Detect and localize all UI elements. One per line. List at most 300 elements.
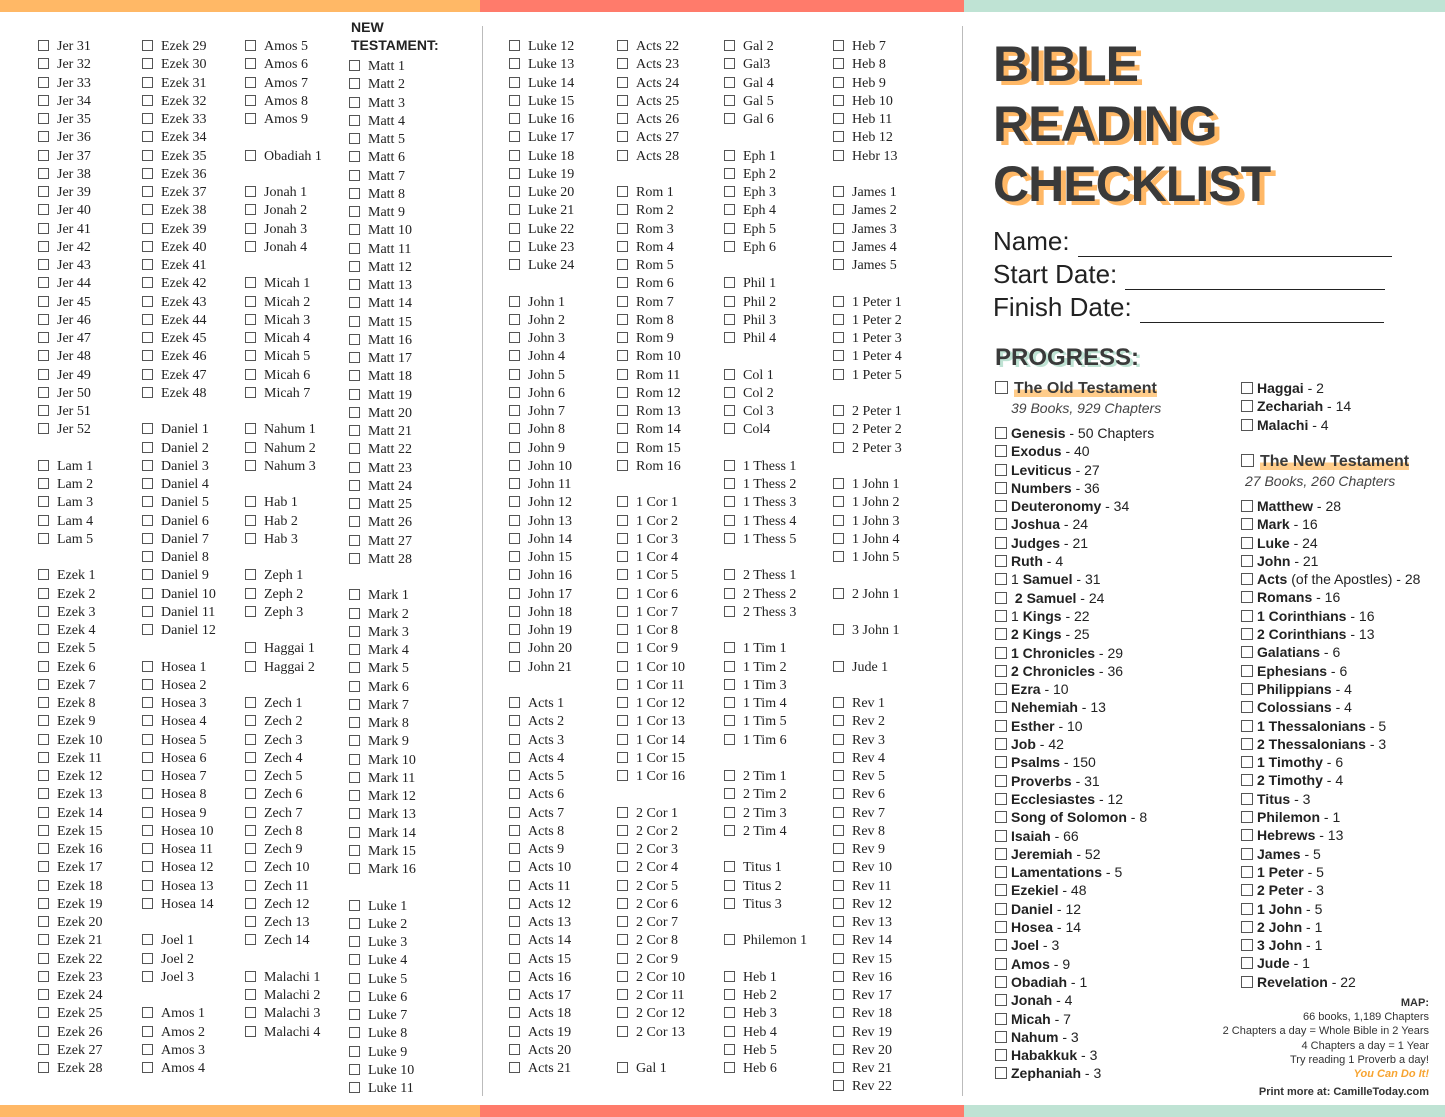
chapter-item[interactable] — [617, 987, 685, 1005]
book-item[interactable] — [995, 1064, 1154, 1082]
checkbox[interactable] — [833, 1007, 844, 1018]
checkbox[interactable] — [1241, 811, 1253, 823]
checkbox[interactable] — [38, 241, 49, 252]
chapter-item[interactable] — [509, 403, 574, 421]
chapter-item[interactable] — [349, 642, 416, 660]
checkbox[interactable] — [245, 807, 256, 818]
checkbox[interactable] — [617, 752, 628, 763]
chapter-item[interactable] — [509, 951, 574, 969]
checkbox[interactable] — [349, 681, 360, 692]
chapter-item[interactable] — [245, 713, 322, 731]
chapter-item[interactable] — [349, 478, 416, 496]
chapter-item[interactable] — [833, 403, 902, 421]
chapter-item[interactable] — [245, 1024, 322, 1042]
chapter-item[interactable] — [724, 640, 807, 658]
book-item[interactable] — [1241, 416, 1351, 434]
chapter-item[interactable] — [509, 148, 574, 166]
checkbox[interactable] — [995, 884, 1007, 896]
chapter-item[interactable] — [724, 239, 807, 257]
checkbox[interactable] — [617, 223, 628, 234]
chapter-item[interactable] — [833, 750, 902, 768]
book-item[interactable] — [995, 570, 1154, 588]
checkbox[interactable] — [142, 551, 153, 562]
checkbox[interactable] — [1241, 665, 1253, 677]
checkbox[interactable] — [995, 811, 1007, 823]
chapter-item[interactable] — [509, 385, 574, 403]
checkbox[interactable] — [1241, 610, 1253, 622]
book-item[interactable] — [1241, 662, 1420, 680]
checkbox[interactable] — [38, 496, 49, 507]
chapter-item[interactable] — [349, 423, 416, 441]
checkbox[interactable] — [38, 752, 49, 763]
chapter-item[interactable] — [509, 659, 574, 677]
chapter-item[interactable] — [509, 604, 574, 622]
chapter-item[interactable] — [349, 1044, 416, 1062]
chapter-item[interactable] — [349, 1025, 416, 1043]
checkbox[interactable] — [349, 735, 360, 746]
chapter-item[interactable] — [38, 732, 102, 750]
checkbox[interactable] — [617, 989, 628, 1000]
checkbox[interactable] — [349, 772, 360, 783]
checkbox[interactable] — [142, 204, 153, 215]
chapter-item[interactable] — [509, 257, 574, 275]
checkbox[interactable] — [617, 880, 628, 891]
checkbox[interactable] — [245, 752, 256, 763]
checkbox[interactable] — [995, 1067, 1007, 1079]
book-item[interactable] — [1241, 607, 1420, 625]
checkbox[interactable] — [245, 387, 256, 398]
checkbox[interactable] — [833, 898, 844, 909]
checkbox[interactable] — [833, 989, 844, 1000]
chapter-item[interactable] — [38, 805, 102, 823]
checkbox[interactable] — [617, 496, 628, 507]
chapter-item[interactable] — [509, 914, 574, 932]
checkbox[interactable] — [724, 40, 735, 51]
checkbox[interactable] — [245, 916, 256, 927]
checkbox[interactable] — [38, 989, 49, 1000]
chapter-item[interactable] — [509, 622, 574, 640]
checkbox[interactable] — [833, 58, 844, 69]
chapter-item[interactable] — [724, 896, 807, 914]
chapter-item[interactable] — [245, 896, 322, 914]
chapter-item[interactable] — [509, 805, 574, 823]
checkbox[interactable] — [724, 588, 735, 599]
checkbox[interactable] — [617, 916, 628, 927]
checkbox[interactable] — [724, 241, 735, 252]
book-item[interactable] — [995, 1010, 1154, 1028]
checkbox[interactable] — [509, 58, 520, 69]
checkbox[interactable] — [38, 259, 49, 270]
checkbox[interactable] — [509, 332, 520, 343]
checkbox[interactable] — [349, 334, 360, 345]
chapter-item[interactable] — [509, 586, 574, 604]
checkbox[interactable] — [245, 533, 256, 544]
chapter-item[interactable] — [245, 148, 322, 166]
checkbox[interactable] — [142, 241, 153, 252]
chapter-item[interactable] — [38, 202, 102, 220]
chapter-item[interactable] — [617, 622, 685, 640]
checkbox[interactable] — [349, 535, 360, 546]
checkbox[interactable] — [509, 551, 520, 562]
checkbox[interactable] — [509, 241, 520, 252]
chapter-item[interactable] — [142, 275, 216, 293]
chapter-item[interactable] — [724, 513, 807, 531]
checkbox[interactable] — [724, 460, 735, 471]
chapter-item[interactable] — [509, 440, 574, 458]
chapter-item[interactable] — [617, 367, 685, 385]
book-item[interactable] — [1241, 588, 1420, 606]
chapter-item[interactable] — [349, 788, 416, 806]
book-item[interactable] — [995, 534, 1154, 552]
checkbox[interactable] — [349, 589, 360, 600]
chapter-item[interactable] — [142, 768, 216, 786]
checkbox[interactable] — [617, 58, 628, 69]
chapter-item[interactable] — [724, 768, 807, 786]
chapter-item[interactable] — [617, 385, 685, 403]
chapter-item[interactable] — [509, 932, 574, 950]
checkbox[interactable] — [349, 480, 360, 491]
checkbox[interactable] — [617, 259, 628, 270]
checkbox[interactable] — [38, 515, 49, 526]
checkbox[interactable] — [724, 807, 735, 818]
chapter-item[interactable] — [617, 458, 685, 476]
checkbox[interactable] — [833, 788, 844, 799]
chapter-item[interactable] — [38, 111, 102, 129]
chapter-item[interactable] — [509, 823, 574, 841]
checkbox[interactable] — [509, 715, 520, 726]
checkbox[interactable] — [995, 683, 1007, 695]
checkbox[interactable] — [995, 500, 1007, 512]
checkbox[interactable] — [349, 297, 360, 308]
book-item[interactable] — [995, 827, 1154, 845]
checkbox[interactable] — [1241, 957, 1253, 969]
chapter-item[interactable] — [724, 148, 807, 166]
chapter-item[interactable] — [38, 148, 102, 166]
book-item[interactable] — [995, 991, 1154, 1009]
chapter-item[interactable] — [349, 441, 416, 459]
chapter-item[interactable] — [617, 969, 685, 987]
chapter-item[interactable] — [349, 332, 416, 350]
chapter-item[interactable] — [349, 95, 416, 113]
checkbox[interactable] — [142, 259, 153, 270]
checkbox[interactable] — [724, 569, 735, 580]
checkbox[interactable] — [349, 845, 360, 856]
checkbox[interactable] — [38, 369, 49, 380]
checkbox[interactable] — [38, 113, 49, 124]
checkbox[interactable] — [617, 350, 628, 361]
checkbox[interactable] — [724, 405, 735, 416]
checkbox[interactable] — [833, 1062, 844, 1073]
checkbox[interactable] — [349, 1027, 360, 1038]
book-item[interactable] — [995, 753, 1154, 771]
chapter-item[interactable] — [349, 1007, 416, 1025]
checkbox[interactable] — [349, 936, 360, 947]
checkbox[interactable] — [724, 661, 735, 672]
chapter-item[interactable] — [833, 111, 902, 129]
checkbox[interactable] — [995, 592, 1007, 604]
name-field[interactable] — [993, 226, 1392, 257]
chapter-item[interactable] — [349, 168, 416, 186]
checkbox[interactable] — [1241, 738, 1253, 750]
checkbox[interactable] — [617, 332, 628, 343]
checkbox[interactable] — [38, 1062, 49, 1073]
checkbox[interactable] — [245, 442, 256, 453]
checkbox[interactable] — [617, 442, 628, 453]
checkbox[interactable] — [245, 150, 256, 161]
chapter-item[interactable] — [38, 239, 102, 257]
book-item[interactable] — [1241, 900, 1420, 918]
checkbox[interactable] — [509, 606, 520, 617]
checkbox[interactable] — [833, 350, 844, 361]
checkbox[interactable] — [833, 934, 844, 945]
chapter-item[interactable] — [38, 476, 102, 494]
book-item[interactable] — [995, 607, 1154, 625]
chapter-item[interactable] — [833, 56, 902, 74]
chapter-item[interactable] — [349, 916, 416, 934]
checkbox[interactable] — [724, 989, 735, 1000]
checkbox[interactable] — [724, 478, 735, 489]
checkbox[interactable] — [38, 460, 49, 471]
book-item[interactable] — [1241, 625, 1420, 643]
chapter-item[interactable] — [349, 952, 416, 970]
checkbox[interactable] — [245, 661, 256, 672]
chapter-item[interactable] — [833, 859, 902, 877]
chapter-item[interactable] — [142, 695, 216, 713]
checkbox[interactable] — [245, 788, 256, 799]
checkbox[interactable] — [349, 1009, 360, 1020]
checkbox[interactable] — [349, 699, 360, 710]
book-item[interactable] — [995, 918, 1154, 936]
checkbox[interactable] — [349, 973, 360, 984]
chapter-item[interactable] — [142, 385, 216, 403]
checkbox[interactable] — [833, 496, 844, 507]
chapter-item[interactable] — [245, 567, 322, 585]
chapter-item[interactable] — [724, 1005, 807, 1023]
checkbox[interactable] — [38, 95, 49, 106]
chapter-item[interactable] — [724, 859, 807, 877]
chapter-item[interactable] — [833, 129, 902, 147]
chapter-item[interactable] — [142, 622, 216, 640]
checkbox[interactable] — [245, 223, 256, 234]
book-item[interactable] — [1241, 881, 1420, 899]
chapter-item[interactable] — [509, 859, 574, 877]
checkbox[interactable] — [1241, 518, 1253, 530]
chapter-item[interactable] — [833, 896, 902, 914]
checkbox[interactable] — [995, 976, 1007, 988]
checkbox[interactable] — [142, 223, 153, 234]
chapter-item[interactable] — [724, 312, 807, 330]
chapter-item[interactable] — [349, 843, 416, 861]
chapter-item[interactable] — [349, 387, 416, 405]
chapter-item[interactable] — [833, 348, 902, 366]
checkbox[interactable] — [349, 717, 360, 728]
chapter-item[interactable] — [509, 1060, 574, 1078]
checkbox[interactable] — [617, 934, 628, 945]
checkbox[interactable] — [724, 697, 735, 708]
checkbox[interactable] — [995, 464, 1007, 476]
checkbox[interactable] — [349, 389, 360, 400]
checkbox[interactable] — [995, 720, 1007, 732]
checkbox[interactable] — [617, 551, 628, 562]
chapter-item[interactable] — [724, 458, 807, 476]
checkbox[interactable] — [617, 953, 628, 964]
checkbox[interactable] — [724, 314, 735, 325]
checkbox[interactable] — [1241, 683, 1253, 695]
checkbox[interactable] — [142, 442, 153, 453]
checkbox[interactable] — [995, 738, 1007, 750]
checkbox[interactable] — [724, 679, 735, 690]
chapter-item[interactable] — [245, 367, 322, 385]
checkbox[interactable] — [833, 223, 844, 234]
checkbox[interactable] — [38, 1044, 49, 1055]
checkbox[interactable] — [724, 1044, 735, 1055]
chapter-item[interactable] — [724, 786, 807, 804]
chapter-item[interactable] — [349, 76, 416, 94]
chapter-item[interactable] — [245, 604, 322, 622]
chapter-item[interactable] — [509, 458, 574, 476]
chapter-item[interactable] — [617, 202, 685, 220]
chapter-item[interactable] — [349, 460, 416, 478]
checkbox[interactable] — [509, 989, 520, 1000]
book-item[interactable] — [995, 497, 1154, 515]
chapter-item[interactable] — [349, 733, 416, 751]
checkbox[interactable] — [142, 77, 153, 88]
chapter-item[interactable] — [142, 421, 216, 439]
checkbox[interactable] — [349, 188, 360, 199]
chapter-item[interactable] — [724, 1060, 807, 1078]
chapter-item[interactable] — [833, 440, 902, 458]
checkbox[interactable] — [142, 825, 153, 836]
chapter-item[interactable] — [38, 987, 102, 1005]
chapter-item[interactable] — [509, 367, 574, 385]
checkbox[interactable] — [349, 900, 360, 911]
chapter-item[interactable] — [142, 969, 216, 987]
checkbox[interactable] — [509, 150, 520, 161]
checkbox[interactable] — [995, 903, 1007, 915]
checkbox[interactable] — [245, 1007, 256, 1018]
chapter-item[interactable] — [349, 861, 416, 879]
chapter-item[interactable] — [38, 878, 102, 896]
checkbox[interactable] — [833, 369, 844, 380]
checkbox[interactable] — [245, 296, 256, 307]
checkbox[interactable] — [724, 606, 735, 617]
checkbox[interactable] — [833, 843, 844, 854]
checkbox[interactable] — [509, 186, 520, 197]
chapter-item[interactable] — [349, 934, 416, 952]
checkbox[interactable] — [1241, 903, 1253, 915]
chapter-item[interactable] — [349, 1062, 416, 1080]
chapter-item[interactable] — [724, 1042, 807, 1060]
chapter-item[interactable] — [142, 56, 216, 74]
chapter-item[interactable] — [617, 75, 685, 93]
chapter-item[interactable] — [142, 786, 216, 804]
chapter-item[interactable] — [833, 367, 902, 385]
chapter-item[interactable] — [142, 1024, 216, 1042]
chapter-item[interactable] — [617, 841, 685, 859]
book-item[interactable] — [995, 1046, 1154, 1064]
chapter-item[interactable] — [38, 695, 102, 713]
checkbox[interactable] — [1241, 884, 1253, 896]
checkbox[interactable] — [617, 150, 628, 161]
chapter-item[interactable] — [349, 204, 416, 222]
chapter-item[interactable] — [245, 184, 322, 202]
chapter-item[interactable] — [142, 750, 216, 768]
checkbox[interactable] — [245, 350, 256, 361]
checkbox[interactable] — [142, 971, 153, 982]
chapter-item[interactable] — [724, 476, 807, 494]
checkbox[interactable] — [245, 186, 256, 197]
checkbox[interactable] — [833, 551, 844, 562]
chapter-item[interactable] — [509, 221, 574, 239]
checkbox[interactable] — [349, 754, 360, 765]
chapter-item[interactable] — [833, 294, 902, 312]
checkbox[interactable] — [617, 715, 628, 726]
book-item[interactable] — [995, 936, 1154, 954]
checkbox[interactable] — [142, 807, 153, 818]
checkbox[interactable] — [724, 113, 735, 124]
chapter-item[interactable] — [617, 93, 685, 111]
checkbox[interactable] — [349, 1082, 360, 1093]
checkbox[interactable] — [349, 954, 360, 965]
checkbox[interactable] — [142, 734, 153, 745]
checkbox[interactable] — [509, 95, 520, 106]
checkbox[interactable] — [509, 131, 520, 142]
checkbox[interactable] — [995, 573, 1007, 585]
checkbox[interactable] — [724, 77, 735, 88]
chapter-item[interactable] — [349, 624, 416, 642]
chapter-item[interactable] — [38, 786, 102, 804]
checkbox[interactable] — [617, 843, 628, 854]
chapter-item[interactable] — [617, 604, 685, 622]
checkbox[interactable] — [995, 921, 1007, 933]
book-item[interactable] — [995, 881, 1154, 899]
chapter-item[interactable] — [349, 606, 416, 624]
checkbox[interactable] — [509, 971, 520, 982]
checkbox[interactable] — [38, 734, 49, 745]
checkbox[interactable] — [509, 296, 520, 307]
chapter-item[interactable] — [245, 859, 322, 877]
checkbox[interactable] — [349, 151, 360, 162]
chapter-item[interactable] — [38, 823, 102, 841]
checkbox[interactable] — [995, 994, 1007, 1006]
book-item[interactable] — [1241, 954, 1420, 972]
book-item[interactable] — [1241, 698, 1420, 716]
checkbox[interactable] — [38, 77, 49, 88]
chapter-item[interactable] — [617, 859, 685, 877]
chapter-item[interactable] — [245, 221, 322, 239]
checkbox[interactable] — [995, 866, 1007, 878]
checkbox[interactable] — [509, 40, 520, 51]
checkbox[interactable] — [349, 644, 360, 655]
chapter-item[interactable] — [724, 1024, 807, 1042]
checkbox[interactable] — [142, 1062, 153, 1073]
checkbox[interactable] — [833, 442, 844, 453]
chapter-item[interactable] — [509, 476, 574, 494]
chapter-item[interactable] — [38, 385, 102, 403]
book-item[interactable] — [1241, 790, 1420, 808]
checkbox[interactable] — [245, 971, 256, 982]
chapter-item[interactable] — [617, 823, 685, 841]
chapter-item[interactable] — [349, 825, 416, 843]
chapter-item[interactable] — [617, 129, 685, 147]
chapter-item[interactable] — [38, 166, 102, 184]
checkbox[interactable] — [724, 770, 735, 781]
checkbox[interactable] — [245, 460, 256, 471]
chapter-item[interactable] — [617, 659, 685, 677]
checkbox[interactable] — [349, 462, 360, 473]
book-item[interactable] — [995, 552, 1154, 570]
chapter-item[interactable] — [38, 257, 102, 275]
